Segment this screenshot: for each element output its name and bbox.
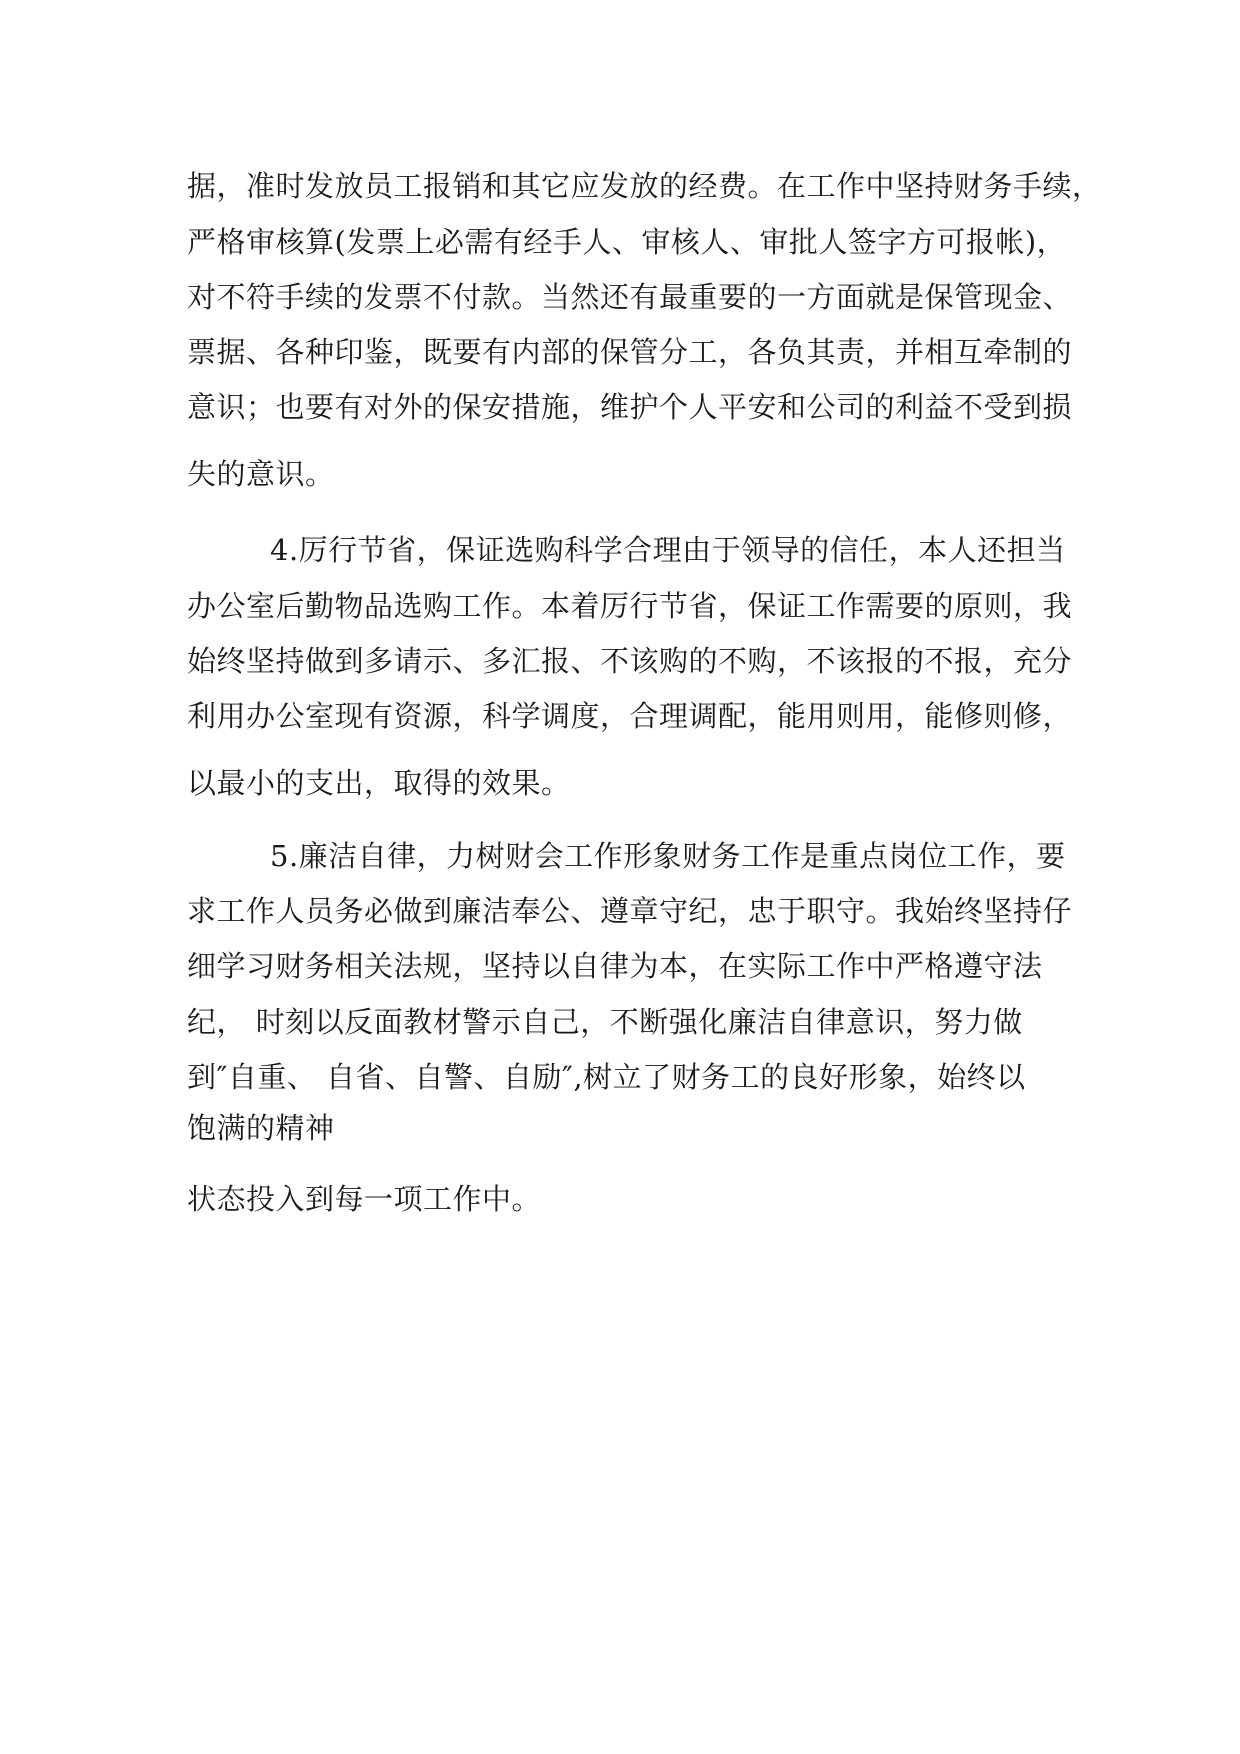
paragraph-3-line-5: 到″自重、 自省、自警、自励″,树立了财务工的良好形象，始终以 [187, 1060, 1026, 1094]
paragraph-3-line-4: 纪， 时刻以反面教材警示自己，不断强化廉洁自律意识，努力做 [187, 1005, 1023, 1039]
paragraph-2-line-4: 利用办公室现有资源，科学调度，合理调配，能用则用，能修则修， [187, 699, 1073, 733]
paragraph-1-line-1: 据，准时发放员工报销和其它应发放的经费。在工作中坚持财务手续， [187, 169, 1102, 203]
paragraph-2-line-1: 4.厉行节省，保证选购科学合理由于领导的信任，本人还担当 [270, 533, 1066, 567]
paragraph-1-line-2: 严格审核算(发票上必需有经手人、审核人、审批人签字方可报帐)， [187, 225, 1067, 259]
paragraph-1-line-4: 票据、各种印鉴，既要有内部的保管分工，各负其责，并相互牵制的 [187, 335, 1073, 369]
paragraph-1-line-5: 意识；也要有对外的保安措施，维护个人平安和公司的利益不受到损 [187, 390, 1073, 424]
paragraph-1-line-6: 失的意识。 [187, 457, 335, 491]
paragraph-2-line-5: 以最小的支出，取得的效果。 [187, 766, 571, 800]
paragraph-3-line-2: 求工作人员务必做到廉洁奉公、遵章守纪，忠于职守。我始终坚持仔 [187, 894, 1073, 928]
paragraph-2-line-3: 始终坚持做到多请示、多汇报、不该购的不购，不该报的不报，充分 [187, 644, 1073, 678]
paragraph-2-line-2: 办公室后勤物品选购工作。本着厉行节省，保证工作需要的原则，我 [187, 589, 1073, 623]
paragraph-3-line-6: 饱满的精神 [187, 1111, 335, 1145]
paragraph-1-line-3: 对不符手续的发票不付款。当然还有最重要的一方面就是保管现金、 [187, 280, 1073, 314]
paragraph-3-line-3: 细学习财务相关法规，坚持以自律为本，在实际工作中严格遵守法 [187, 949, 1043, 983]
paragraph-3-line-1: 5.廉洁自律，力树财会工作形象财务工作是重点岗位工作，要 [270, 839, 1066, 873]
paragraph-3-line-7: 状态投入到每一项工作中。 [187, 1182, 542, 1216]
